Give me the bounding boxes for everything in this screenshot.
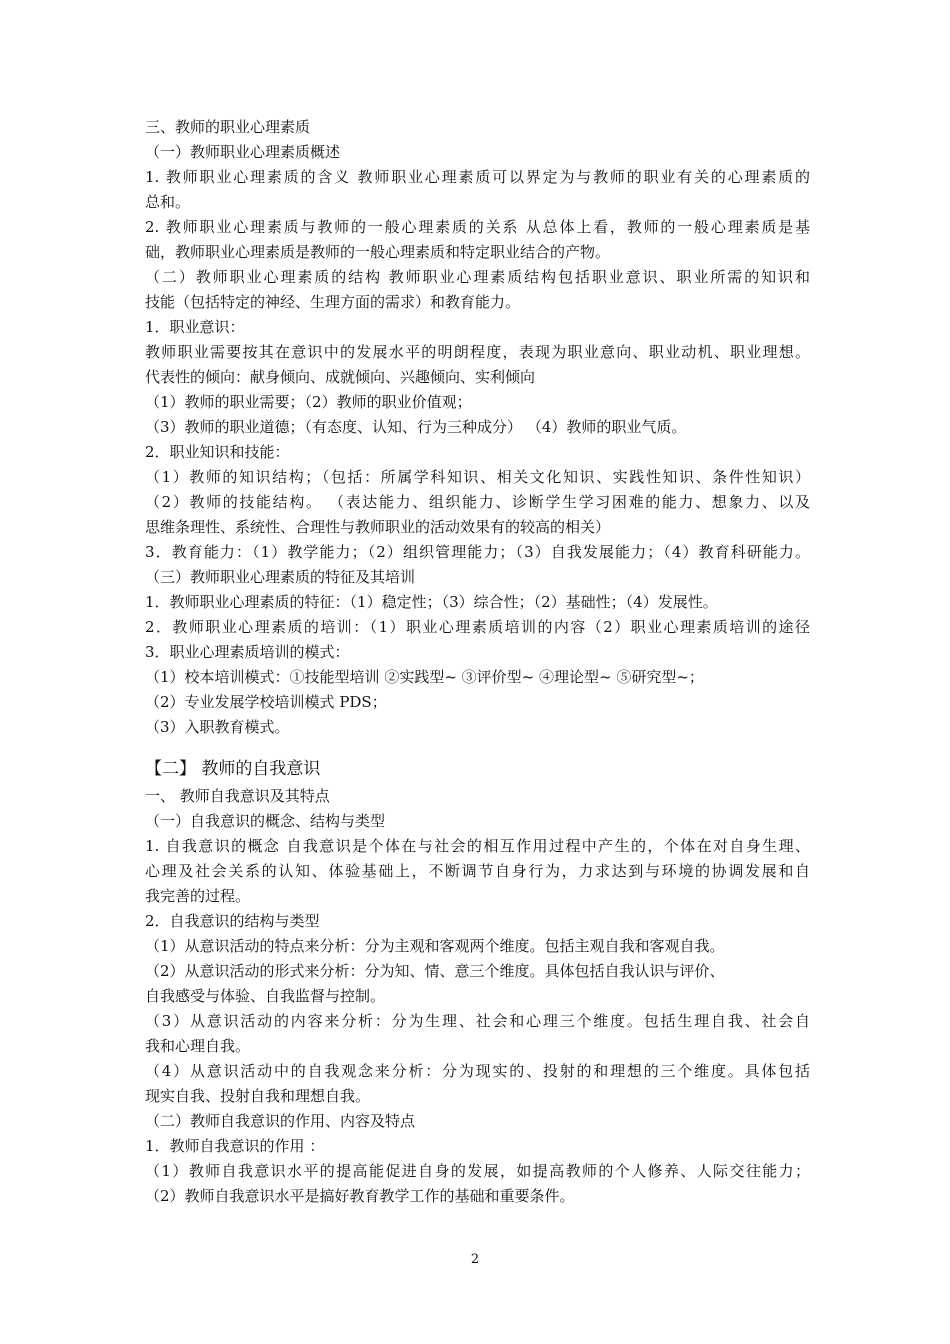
paragraph-line: 1. 教师职业心理素质的含义 教师职业心理素质可以界定为与教师的职业有关的心理素质的 xyxy=(145,168,810,186)
list-item: （1）教师自我意识水平的提高能促进自身的发展，如提高教师的个人修养、人际交往能力； xyxy=(145,1162,810,1180)
list-item: 我和心理自我。 xyxy=(145,1037,251,1055)
list-item: 现实自我、投射自我和理想自我。 xyxy=(145,1087,371,1105)
list-item: （2）教师自我意识水平是搞好教育教学工作的基础和重要条件。 xyxy=(145,1187,575,1205)
list-item: （1）教师的职业需要；（2）教师的职业价值观； xyxy=(145,393,472,411)
paragraph-line: 教师职业需要按其在意识中的发展水平的明朗程度，表现为职业意向、职业动机、职业理想。 xyxy=(145,343,810,361)
list-heading: 2．自我意识的结构与类型 xyxy=(145,912,320,930)
list-item: （3）教师的职业道德；（有态度、认知、行为三种成分） （4）教师的职业气质。 xyxy=(145,418,687,436)
list-item: （2）专业发展学校培训模式 PDS； xyxy=(145,693,387,711)
subheading-concept: （一）自我意识的概念、结构与类型 xyxy=(145,812,386,830)
subheading-role: （二）教师自我意识的作用、内容及特点 xyxy=(145,1112,416,1130)
paragraph-line: 心理及社会关系的认知、体验基础上，不断调节自身行为，力求达到与环境的协调发展和自 xyxy=(145,862,810,880)
heading-occupational-psych: 三、教师的职业心理素质 xyxy=(145,118,311,136)
section-2-block xyxy=(145,784,810,1209)
paragraph-line: 础，教师职业心理素质是教师的一般心理素质和特定职业结合的产物。 xyxy=(145,243,611,261)
list-heading: 2．职业知识和技能： xyxy=(145,443,290,461)
paragraph-line: 我完善的过程。 xyxy=(145,887,251,905)
list-item: （2）教师的技能结构。 （表达能力、组织能力、诊断学生学习困难的能力、想象力、以及 xyxy=(145,493,810,511)
paragraph-line: 2. 教师职业心理素质与教师的一般心理素质的关系 从总体上看，教师的一般心理素质是基 xyxy=(145,218,810,236)
list-item: （3）从意识活动的内容来分析：分为生理、社会和心理三个维度。包括生理自我、社会自 xyxy=(145,1012,810,1030)
list-item: 自我感受与体验、自我监督与控制。 xyxy=(145,987,386,1005)
paragraph-line: 技能（包括特定的神经、生理方面的需求）和教育能力。 xyxy=(145,293,521,311)
list-item: （4）从意识活动中的自我观念来分析：分为现实的、投射的和理想的三个维度。具体包括 xyxy=(145,1062,810,1080)
paragraph-line: 总和。 xyxy=(145,193,191,211)
section-2-heading: 【二】 教师的自我意识 xyxy=(145,759,321,779)
list-heading: 3．职业心理素质培训的模式： xyxy=(145,643,350,661)
section-1-block xyxy=(145,115,810,740)
section-gap xyxy=(145,740,810,754)
page-number: 2 xyxy=(470,1252,480,1267)
subheading-structure: （二）教师职业心理素质的结构 教师职业心理素质结构包括职业意识、职业所需的知识和 xyxy=(145,268,810,286)
subheading-overview: （一）教师职业心理素质概述 xyxy=(145,143,341,161)
list-item: 3．教育能力：（1）教学能力；（2）组织管理能力；（3）自我发展能力；（4）教育科研能力。 xyxy=(145,543,810,561)
list-heading: 1．职业意识： xyxy=(145,318,245,336)
list-item: 1．教师职业心理素质的特征：（1）稳定性；（3）综合性；（2）基础性；（4）发展性。 xyxy=(145,593,718,611)
list-item: （2）从意识活动的形式来分析：分为知、情、意三个维度。具体包括自我认识与评价、 xyxy=(145,962,725,980)
list-item: 2．教师职业心理素质的培训：（1）职业心理素质培训的内容（2）职业心理素质培训的途径 xyxy=(145,618,810,636)
list-item: （1）从意识活动的特点来分析：分为主观和客观两个维度。包括主观自我和客观自我。 xyxy=(145,937,725,955)
list-item: （1）校本培训模式：①技能型培训 ②实践型~ ③评价型~ ④理论型~ ⑤研究型~； xyxy=(145,668,704,686)
document-body xyxy=(145,115,810,1209)
subheading-features: （三）教师职业心理素质的特征及其培训 xyxy=(145,568,416,586)
list-heading: 1．教师自我意识的作用 ： xyxy=(145,1137,325,1155)
list-item: （1）教师的知识结构；（包括：所属学科知识、相关文化知识、实践性知识、条件性知识） xyxy=(145,468,810,486)
paragraph-line: 代表性的倾向：献身倾向、成就倾向、兴趣倾向、实利倾向 xyxy=(145,368,536,386)
list-item: 思维条理性、系统性、合理性与教师职业的活动效果有的较高的相关） xyxy=(145,518,611,536)
list-item: （3）入职教育模式。 xyxy=(145,718,290,736)
heading-self-awareness: 一、 教师自我意识及其特点 xyxy=(145,787,330,805)
paragraph-line: 1. 自我意识的概念 自我意识是个体在与社会的相互作用过程中产生的，个体在对自身生理、 xyxy=(145,837,810,855)
